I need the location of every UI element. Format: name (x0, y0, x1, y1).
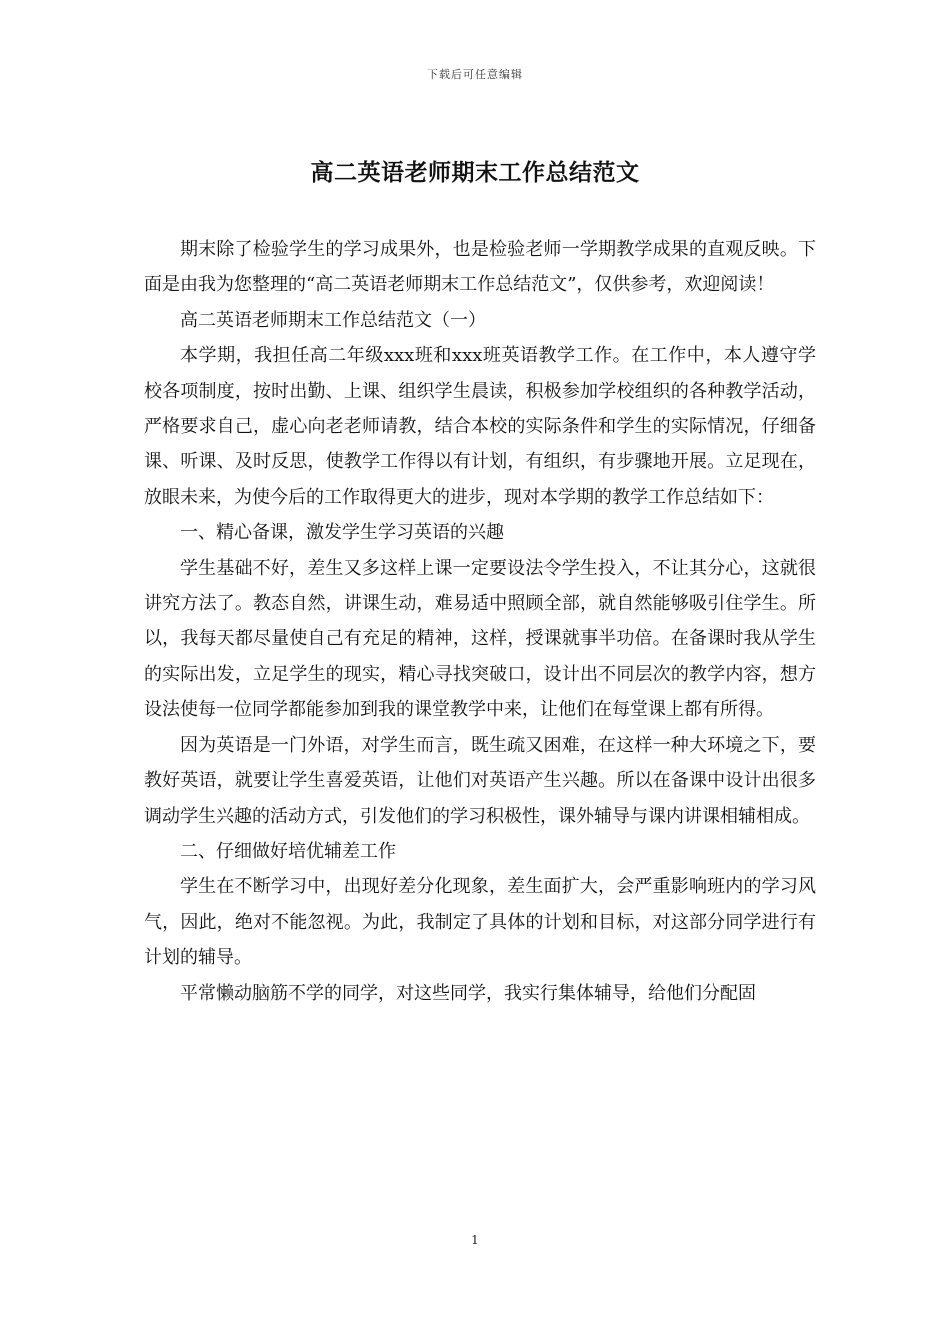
document-title: 高二英语老师期末工作总结范文 (310, 159, 640, 186)
body-paragraph: 学生在不断学习中，出现好差分化现象，差生面扩大，会严重影响班内的学习风气，因此，绝对不能忽视。为此，我制定了具体的计划和目标，对这部分同学进行有计划的辅导。 (144, 876, 816, 969)
section-heading: 二、仔细做好培优辅差工作 (180, 840, 396, 862)
section-heading: 一、精心备课，激发学生学习英语的兴趣 (180, 522, 504, 544)
body-paragraph: 因为英语是一门外语，对学生而言，既生疏又困难，在这样一种大环境之下，要教好英语，就要让学生喜爱英语，让他们对英语产生兴趣。所以在备课中设计出很多调动学生兴趣的活动方式，引发他们的学习积极性，课外辅导与课内讲课相辅相成。 (144, 734, 816, 827)
section-heading: 高二英语老师期末工作总结范文（一） (180, 309, 486, 331)
intro-paragraph: 期末除了检验学生的学习成果外，也是检验老师一学期教学成果的直观反映。下面是由我为您整理的“高二英语老师期末工作总结范文”，仅供参考，欢迎阅读！ (144, 239, 816, 296)
body-paragraph: 平常懒动脑筋不学的同学，对这些同学，我实行集体辅导，给他们分配固 (180, 982, 756, 1004)
header-note: 下载后可任意编辑 (427, 68, 523, 81)
document-body (144, 232, 816, 1011)
page-number: 1 (471, 1233, 479, 1247)
body-paragraph: 学生基础不好，差生又多这样上课一定要设法令学生投入，不让其分心，这就很讲究方法了。教态自然，讲课生动，难易适中照顾全部，就自然能够吸引住学生。所以，我每天都尽量使自己有充足的精神，这样，授课就事半功倍。在备课时我从学生的实际出发，立足学生的现实，精心寻找突破口，设计出不同层次的教学内容，想方设法使每一位同学都能参加到我的课堂教学中来，让他们在每堂课上都有所得。 (144, 557, 816, 721)
body-paragraph: 本学期，我担任高二年级xxx班和xxx班英语教学工作。在工作中，本人遵守学校各项制度，按时出勤、上课、组织学生晨读，积极参加学校组织的各种教学活动，严格要求自己，虚心向老老师请教，结合本校的实际条件和学生的实际情况，仔细备课、听课、及时反思，使教学工作得以有计划，有组织，有步骤地开展。立足现在，放眼未来，为使今后的工作取得更大的进步，现对本学期的教学工作总结如下： (144, 345, 816, 508)
